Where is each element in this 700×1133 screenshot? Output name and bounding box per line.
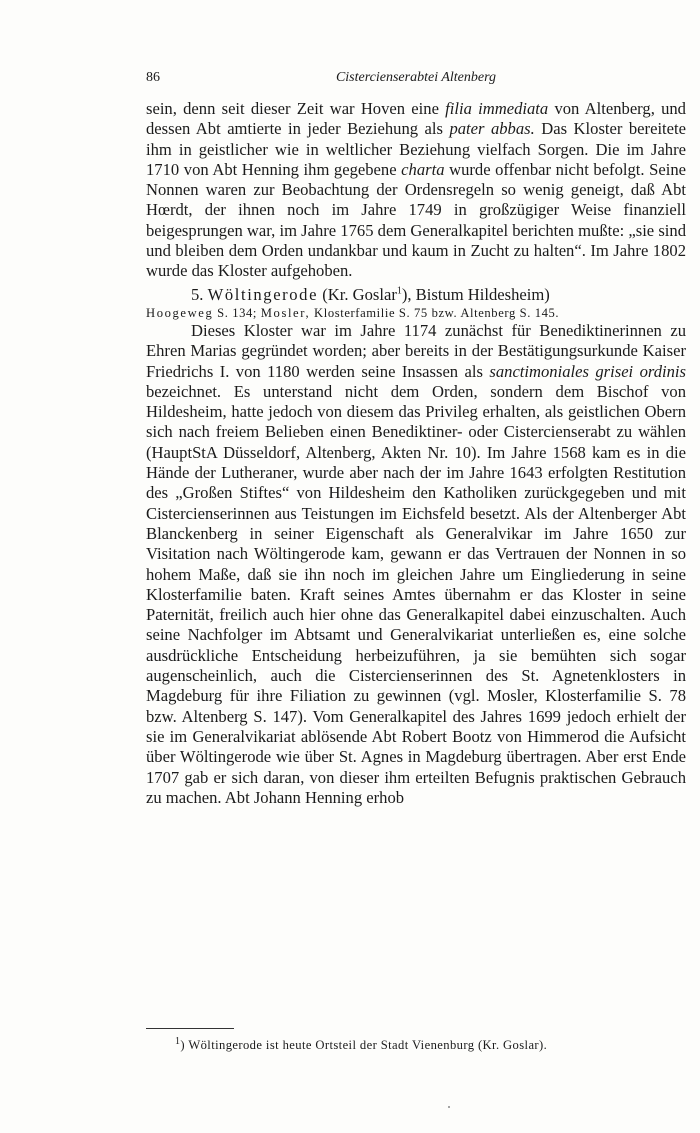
italic-phrase: sanctimoniales grisei ordinis <box>489 361 686 381</box>
text-run: wurde offenbar nicht befolgt. Seine Nonnen waren zur Beobachtung der Ordensregeln so wenig geneigt, daß Abt Hœrdt, der ihnen noch im Jahre 1749 in großzügiger Weise finanziell beigesprungen war, im Jahre 1765 dem Generalkapitel berichten mußte: „sie sind und bleiben dem Orden undankbar und kaum in Zucht zu halten“. Im Jahre 1802 wurde das Kloster aufgehoben. <box>146 159 686 281</box>
scan-speck <box>448 1106 450 1108</box>
text-run: von Altenberg, und dessen Abt amtierte in jeder Beziehung als <box>146 99 686 139</box>
author-name: Hoogeweg <box>146 305 214 320</box>
running-title: Cistercienserabtei Altenberg <box>335 70 497 85</box>
italic-phrase: filia immediata <box>445 99 549 118</box>
reference-line <box>146 305 686 321</box>
footnote-paren: ) <box>180 1038 189 1052</box>
reference-text: Klosterfamilie S. 75 bzw. Altenberg S. 145. <box>314 305 560 320</box>
text-run: Dieses Kloster war im Jahre 1174 zunächst für Benediktinerinnen zu Ehren Marias gegründet worden; aber bereits in der Bestätigungsurkunde Kaiser Friedrichs I. von 1180 werden seine Insassen als <box>146 320 686 381</box>
text-run: (Kr. Goslar <box>318 284 397 304</box>
text-run: bezeichnet. Es unterstand nicht dem Orden, sondern dem Bischof von Hildesheim, hatte jedoch von diesem das Privileg erhalten, als geistlichen Obern sich nach freiem Belieben einen Benediktiner- oder Cistercienserabt zu wählen (HauptStA Düsseldorf, Altenberg, Akten Nr. 10). Im Jahre 1568 kam es in die Hände der Lutheraner, wurde aber nach der im Jahre 1643 erfolgten Restitution des „Großen Stiftes“ von Hildesheim den Katholiken zurückgegeben und mit Cistercienserinnen aus Teistungen im Eichsfeld besetzt. Als der Altenberger Abt Blanckenberg in seiner Eigenschaft als Generalvikar im Jahre 1650 zur Visitation nach Wöltingerode kam, gewann er das Vertrauen der Nonnen in so hohem Maße, daß sie ihn noch im gleichen Jahre um Eingliederung in seine Klosterfamilie baten. Kraft seines Amtes übernahm er das Kloster in seine Paternität, freilich auch hier ohne das Generalkapitel dabei einzuschalten. Auch seine Nachfolger im Abtsamt und Generalvikariat unterließen es, eine solche ausdrückliche Entscheidung herbeizuführen, ja sie bemühten sich sogar augenscheinlich, auch die Cistercienserinnen des St. Agnetenklosters in Magdeburg für ihre Filiation zu gewinnen (vgl. Mosler, Klosterfamilie S. 78 bzw. Altenberg S. 147). Vom Generalkapitel des Jahres 1699 jedoch erhielt der sie im Generalvikariat ablösende Abt Robert Bootz von Himmerod die Aufsicht über Wöltingerode wie über St. Agnes in Magdeburg übertragen. Aber erst Ende 1707 gab er sich daran, von dieser ihm erteilten Befugnis praktischen Gebrauch zu machen. Abt Johann Henning erhob <box>146 381 686 807</box>
italic-phrase: charta <box>401 159 445 179</box>
footnote-divider <box>146 1028 234 1029</box>
text-run: ), Bistum Hildesheim) <box>401 284 550 304</box>
footnote-marker: 1 <box>175 1035 181 1047</box>
intro-paragraph <box>146 99 686 282</box>
text-run: sein, denn seit dieser Zeit war Hoven eine <box>146 99 446 118</box>
running-header <box>146 70 686 90</box>
text-run: Das Kloster bereitete ihm in geistlicher wie in weltlicher Beziehung vielfach Sorgen. Die im Jahre 1710 von Abt Henning ihm gegebene <box>146 119 686 179</box>
section-name: Wöltingerode <box>207 284 319 304</box>
section-number: 5. <box>191 284 204 304</box>
reference-text: S. 134; <box>217 305 257 320</box>
footnote-reference[interactable]: 1 <box>396 285 402 297</box>
footnote <box>175 1037 675 1053</box>
italic-phrase: pater abbas. <box>449 119 535 139</box>
author-name: Mosler, <box>260 305 311 320</box>
section-heading <box>146 285 686 305</box>
body-paragraph <box>146 321 686 808</box>
footnote-text: Wöltingerode ist heute Ortsteil der Stadt Vienenburg (Kr. Goslar). <box>188 1038 548 1052</box>
main-text <box>146 99 686 808</box>
page-number: 86 <box>146 70 160 85</box>
